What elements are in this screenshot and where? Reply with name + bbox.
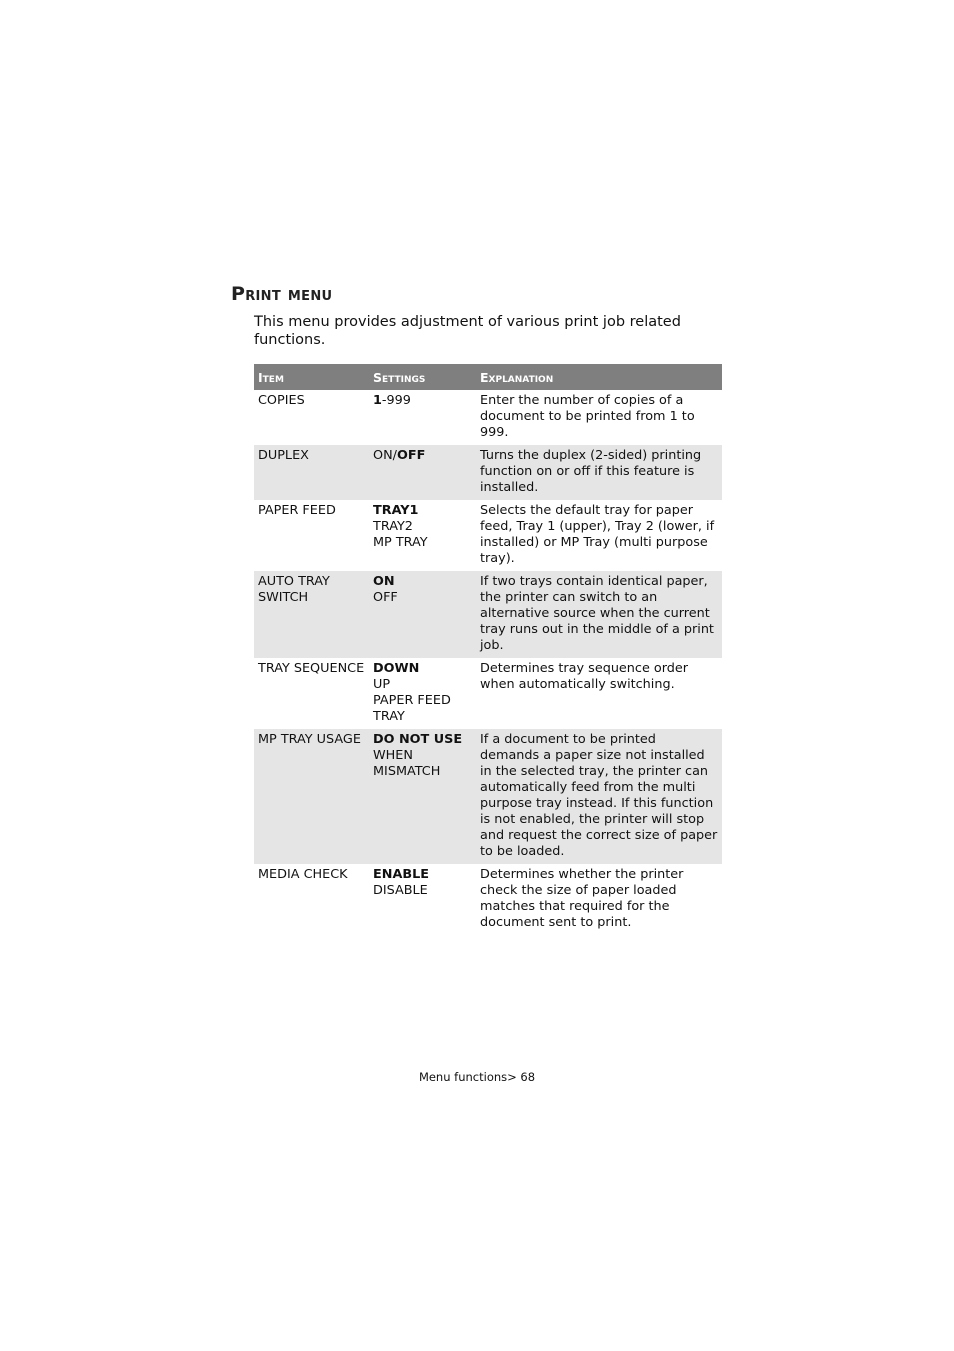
header-settings: Settings [369,364,476,390]
explanation-cell: Enter the number of copies of a document to be printed from 1 to 999. [480,393,695,440]
print-menu-table [254,364,722,935]
settings-cell [369,571,476,658]
table-row-mp-tray-usage [254,729,722,864]
header-item: Item [254,364,369,390]
explanation-cell: Determines whether the printer check the size of paper loaded matches that required for the document sent to print. [480,867,684,930]
table-row-media-check [254,864,722,935]
table-row-tray-sequence [254,658,722,729]
setting-default: DO NOT USE [373,732,463,747]
setting-option: OFF [373,590,398,605]
setting-option: MP TRAY [373,535,428,550]
section-title: Print menu [231,283,333,305]
item-cell: TRAY SEQUENCE [258,661,365,676]
item-cell: MP TRAY USAGE [254,729,369,864]
explanation-cell: Determines tray sequence order when automatically switching. [480,661,689,692]
table-row-duplex [254,445,722,500]
setting-option: DISABLE [373,883,428,898]
settings-cell [369,500,476,571]
explanation-cell: Selects the default tray for paper feed, Tray 1 (upper), Tray 2 (lower, if installed) or MP Tray (multi purpose tray). [480,503,715,566]
setting-default: OFF [396,448,426,463]
settings-cell [369,864,476,935]
setting-option: ON/ [373,448,397,463]
table-row-copies [254,390,722,445]
page-footer: Menu functions> 68 [418,1070,536,1084]
section-intro: This menu provides adjustment of various print job related functions. [254,314,681,348]
setting-default: ENABLE [373,867,430,882]
setting-default: 1 [373,393,382,408]
item-cell: AUTO TRAY SWITCH [254,571,369,658]
explanation-cell: Turns the duplex (2-sided) printing function on or off if this feature is installed. [476,445,722,500]
setting-default: ON [373,574,395,589]
settings-cell [369,658,476,729]
explanation-cell: If two trays contain identical paper, the printer can switch to an alternative source when the current tray runs out in the middle of a print job. [476,571,722,658]
setting-default: TRAY1 [373,503,419,518]
settings-cell [369,390,476,445]
explanation-cell: If a document to be printed demands a paper size not installed in the selected tray, the printer can automatically feed from the multi purpose tray instead. If this function is not enabled, the printer will stop and request the correct size of paper to be loaded. [476,729,722,864]
item-cell: DUPLEX [254,445,369,500]
item-cell: COPIES [258,393,305,408]
table-header-row [254,364,722,390]
setting-option: PAPER FEED TRAY [373,693,451,724]
header-explanation: Explanation [476,364,722,390]
settings-cell [369,445,476,500]
table-row-paper-feed [254,500,722,571]
setting-option: TRAY2 [373,519,413,534]
settings-cell [369,729,476,864]
setting-default: DOWN [373,661,420,676]
table-row-auto-tray-switch [254,571,722,658]
item-cell: PAPER FEED [258,503,336,518]
item-cell: MEDIA CHECK [258,867,348,882]
setting-option: WHEN MISMATCH [373,748,441,779]
setting-option: -999 [381,393,411,408]
setting-option: UP [373,677,391,692]
